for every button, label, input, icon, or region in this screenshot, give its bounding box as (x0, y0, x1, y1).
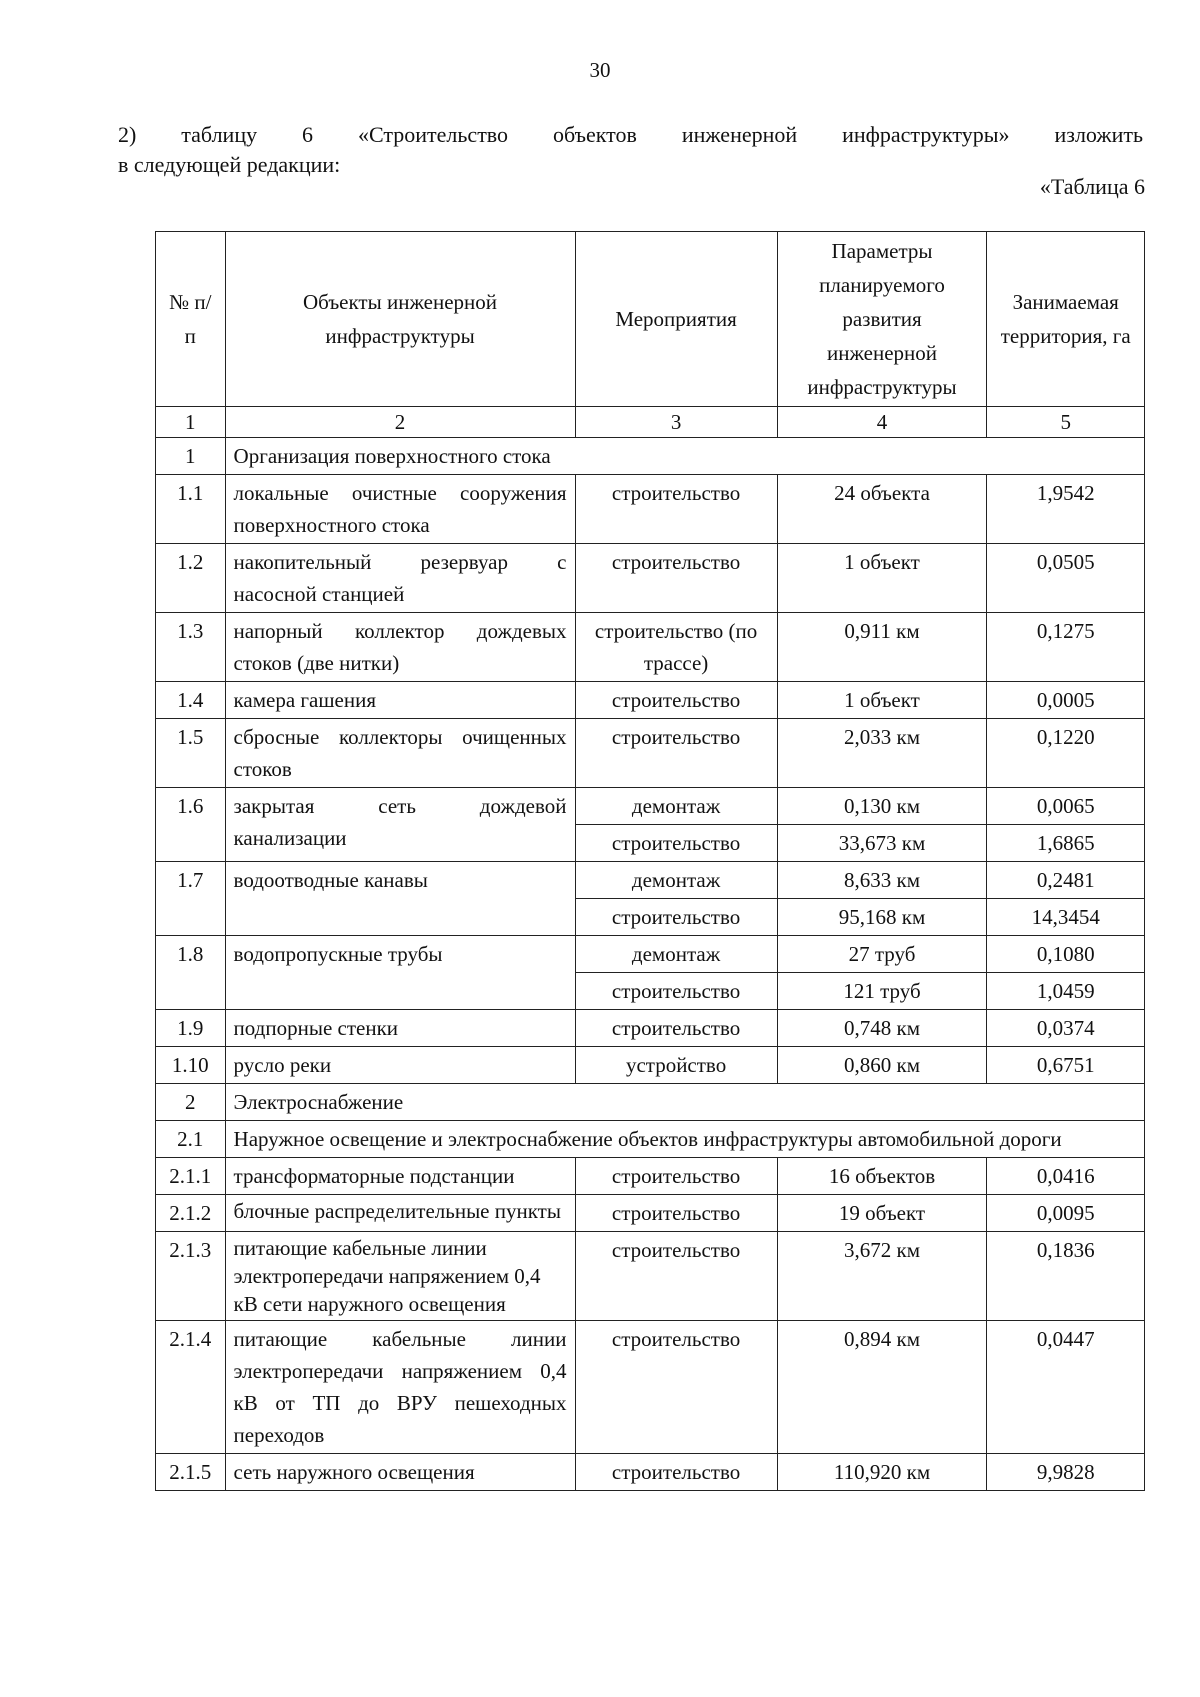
area-cell: 1,6865 (987, 825, 1145, 862)
table-row (156, 613, 1145, 682)
parameter-cell: 24 объекта (777, 475, 987, 544)
subsection-row (156, 1121, 1145, 1158)
action-cell: устройство (575, 1047, 777, 1084)
action-cell: строительство (575, 1454, 777, 1491)
action-cell: строительство (575, 899, 777, 936)
row-number: 1.3 (156, 613, 226, 682)
table-row (156, 1454, 1145, 1491)
row-number: 1.5 (156, 719, 226, 788)
intro-text-line1: 2) таблицу 6 «Строительство объектов инженерной инфраструктуры» изложить (118, 122, 1143, 147)
area-cell: 0,1220 (987, 719, 1145, 788)
table-row (156, 1047, 1145, 1084)
area-cell: 0,0374 (987, 1010, 1145, 1047)
area-cell: 0,0005 (987, 682, 1145, 719)
table-row (156, 682, 1145, 719)
action-cell: строительство (575, 973, 777, 1010)
action-cell: строительство (575, 475, 777, 544)
table-row (156, 1010, 1145, 1047)
object-cell: подпорные стенки (225, 1010, 575, 1047)
area-cell: 0,1275 (987, 613, 1145, 682)
parameter-cell: 1 объект (777, 682, 987, 719)
row-number: 2.1.1 (156, 1158, 226, 1195)
object-cell: блочные распределительные пункты (225, 1195, 575, 1232)
parameter-cell: 1 объект (777, 544, 987, 613)
row-number: 1.6 (156, 788, 226, 862)
table-row (156, 936, 1145, 973)
row-number: 2.1.3 (156, 1232, 226, 1321)
action-cell: демонтаж (575, 862, 777, 899)
area-cell: 0,0095 (987, 1195, 1145, 1232)
row-number: 2 (156, 1084, 226, 1121)
row-number: 1.10 (156, 1047, 226, 1084)
table-row (156, 475, 1145, 544)
infrastructure-table (155, 231, 1145, 1491)
parameter-cell: 33,673 км (777, 825, 987, 862)
object-cell: закрытая сеть дождевой канализации (225, 788, 575, 862)
action-cell: строительство (575, 682, 777, 719)
header-objects: Объекты инженерной инфраструктуры (225, 232, 575, 407)
area-cell: 9,9828 (987, 1454, 1145, 1491)
action-cell: строительство (575, 544, 777, 613)
action-cell: строительство (по трассе) (575, 613, 777, 682)
row-number: 1.4 (156, 682, 226, 719)
action-cell: строительство (575, 1321, 777, 1454)
object-cell: камера гашения (225, 682, 575, 719)
object-cell: водопропускные трубы (225, 936, 575, 1010)
action-cell: строительство (575, 825, 777, 862)
parameter-cell: 0,860 км (777, 1047, 987, 1084)
row-number: 1.2 (156, 544, 226, 613)
area-cell: 0,2481 (987, 862, 1145, 899)
area-cell: 0,0416 (987, 1158, 1145, 1195)
row-number: 1.8 (156, 936, 226, 1010)
action-cell: демонтаж (575, 788, 777, 825)
object-cell: локальные очистные сооружения поверхностного стока (225, 475, 575, 544)
row-number: 1.1 (156, 475, 226, 544)
parameter-cell: 27 труб (777, 936, 987, 973)
area-cell: 0,1080 (987, 936, 1145, 973)
table-header-row (156, 232, 1145, 407)
intro-text-line2: в следующей редакции: (118, 152, 341, 177)
object-cell: питающие кабельные линии электропередачи напряжением 0,4 кВ от ТП до ВРУ пешеходных переходов (225, 1321, 575, 1454)
area-cell: 0,0065 (987, 788, 1145, 825)
object-cell: питающие кабельные линии электропередачи напряжением 0,4 кВ сети наружного освещения (225, 1232, 575, 1321)
parameter-cell: 0,911 км (777, 613, 987, 682)
section-row (156, 438, 1145, 475)
column-number: 1 (156, 407, 226, 438)
area-cell: 0,0505 (987, 544, 1145, 613)
object-cell: русло реки (225, 1047, 575, 1084)
area-cell: 0,0447 (987, 1321, 1145, 1454)
parameter-cell: 0,130 км (777, 788, 987, 825)
section-title: Организация поверхностного стока (225, 438, 1144, 475)
table-row (156, 1321, 1145, 1454)
object-cell: сеть наружного освещения (225, 1454, 575, 1491)
row-number: 1.9 (156, 1010, 226, 1047)
table-row (156, 544, 1145, 613)
row-number: 1.7 (156, 862, 226, 936)
object-cell: сбросные коллекторы очищенных стоков (225, 719, 575, 788)
column-number-row (156, 407, 1145, 438)
parameter-cell: 110,920 км (777, 1454, 987, 1491)
header-area: Занимаемая территория, га (987, 232, 1145, 407)
table-row (156, 1158, 1145, 1195)
object-cell: накопительный резервуар с насосной станцией (225, 544, 575, 613)
table-row (156, 788, 1145, 825)
area-cell: 14,3454 (987, 899, 1145, 936)
row-number: 1 (156, 438, 226, 475)
parameter-cell: 0,748 км (777, 1010, 987, 1047)
action-cell: строительство (575, 1010, 777, 1047)
object-cell: напорный коллектор дождевых стоков (две нитки) (225, 613, 575, 682)
area-cell: 0,1836 (987, 1232, 1145, 1321)
area-cell: 1,0459 (987, 973, 1145, 1010)
parameter-cell: 0,894 км (777, 1321, 987, 1454)
action-cell: строительство (575, 1158, 777, 1195)
object-cell: водоотводные канавы (225, 862, 575, 936)
row-number: 2.1.4 (156, 1321, 226, 1454)
parameter-cell: 19 объект (777, 1195, 987, 1232)
table-row (156, 719, 1145, 788)
table-caption: «Таблица 6 (1039, 174, 1145, 199)
area-cell: 0,6751 (987, 1047, 1145, 1084)
table-row (156, 1232, 1145, 1321)
column-number: 3 (575, 407, 777, 438)
header-parameters: Параметры планируемого развития инженерной инфраструктуры (777, 232, 987, 407)
table-row (156, 1195, 1145, 1232)
object-cell: трансформаторные подстанции (225, 1158, 575, 1195)
action-cell: демонтаж (575, 936, 777, 973)
column-number: 5 (987, 407, 1145, 438)
row-number: 2.1.2 (156, 1195, 226, 1232)
action-cell: строительство (575, 1232, 777, 1321)
section-title: Электроснабжение (225, 1084, 1144, 1121)
header-number: № п/п (156, 232, 226, 407)
row-number: 2.1.5 (156, 1454, 226, 1491)
parameter-cell: 121 труб (777, 973, 987, 1010)
page-number: 30 (589, 58, 611, 82)
parameter-cell: 3,672 км (777, 1232, 987, 1321)
area-cell: 1,9542 (987, 475, 1145, 544)
row-number: 2.1 (156, 1121, 226, 1158)
header-actions: Мероприятия (575, 232, 777, 407)
action-cell: строительство (575, 1195, 777, 1232)
column-number: 2 (225, 407, 575, 438)
action-cell: строительство (575, 719, 777, 788)
parameter-cell: 95,168 км (777, 899, 987, 936)
parameter-cell: 16 объектов (777, 1158, 987, 1195)
parameter-cell: 8,633 км (777, 862, 987, 899)
column-number: 4 (777, 407, 987, 438)
table-row (156, 862, 1145, 899)
subsection-title: Наружное освещение и электроснабжение объектов инфраструктуры автомобильной дороги (225, 1121, 1144, 1158)
parameter-cell: 2,033 км (777, 719, 987, 788)
section-row (156, 1084, 1145, 1121)
